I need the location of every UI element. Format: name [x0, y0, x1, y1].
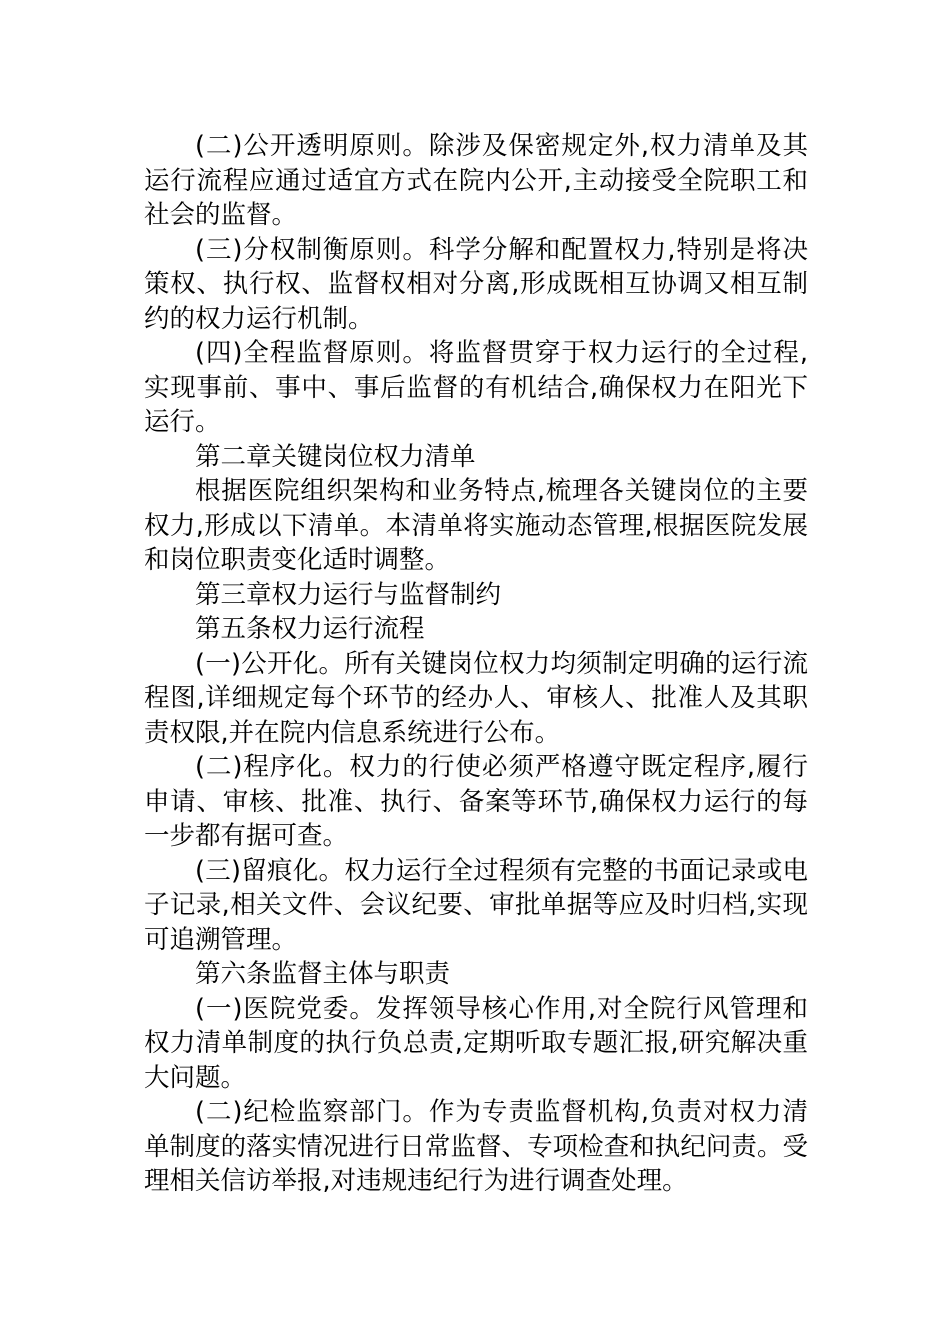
article-heading-5: 第五条权力运行流程 — [195, 614, 425, 644]
paragraph-principle-transparency: (二)公开透明原则。除涉及保密规定外,权力清单及其运行流程应通过适宜方式在院内公开,主动接受全院职工和社会的监督。 — [144, 131, 808, 230]
chapter-heading-3: 第三章权力运行与监督制约 — [195, 579, 502, 610]
paragraph-proceduralize: (二)程序化。权力的行使必须严格遵守既定程序,履行申请、审核、批准、执行、备案等环节,确保权力运行的每一步都有据可查。 — [144, 752, 808, 851]
paragraph-principle-full-supervision: (四)全程监督原则。将监督贯穿于权力运行的全过程,实现事前、事中、事后监督的有机结合,确保权力在阳光下运行。 — [144, 338, 808, 437]
paragraph-record-keeping: (三)留痕化。权力运行全过程须有完整的书面记录或电子记录,相关文件、会议纪要、审批单据等应及时归档,实现可追溯管理。 — [144, 855, 808, 955]
paragraph-principle-checks-balances: (三)分权制衡原则。科学分解和配置权力,特别是将决策权、执行权、监督权相对分离,形成既相互协调又相互制约的权力运行机制。 — [144, 234, 808, 334]
paragraph-discipline-inspection: (二)纪检监察部门。作为专责监督机构,负责对权力清单制度的落实情况进行日常监督、专项检查和执纪问责。受理相关信访举报,对违规违纪行为进行调查处理。 — [144, 1097, 808, 1196]
paragraph-chapter-2-intro: 根据医院组织架构和业务特点,梳理各关键岗位的主要权力,形成以下清单。本清单将实施动态管理,根据医院发展和岗位职责变化适时调整。 — [144, 476, 808, 575]
article-heading-6: 第六条监督主体与职责 — [195, 959, 451, 989]
paragraph-publicize: (一)公开化。所有关键岗位权力均须制定明确的运行流程图,详细规定每个环节的经办人、审核人、批准人及其职责权限,并在院内信息系统进行公布。 — [144, 648, 808, 748]
chapter-heading-2: 第二章关键岗位权力清单 — [195, 441, 476, 472]
document-body — [144, 129, 808, 1199]
paragraph-party-committee: (一)医院党委。发挥领导核心作用,对全院行风管理和权力清单制度的执行负总责,定期听取专题汇报,研究解决重大问题。 — [144, 993, 808, 1093]
